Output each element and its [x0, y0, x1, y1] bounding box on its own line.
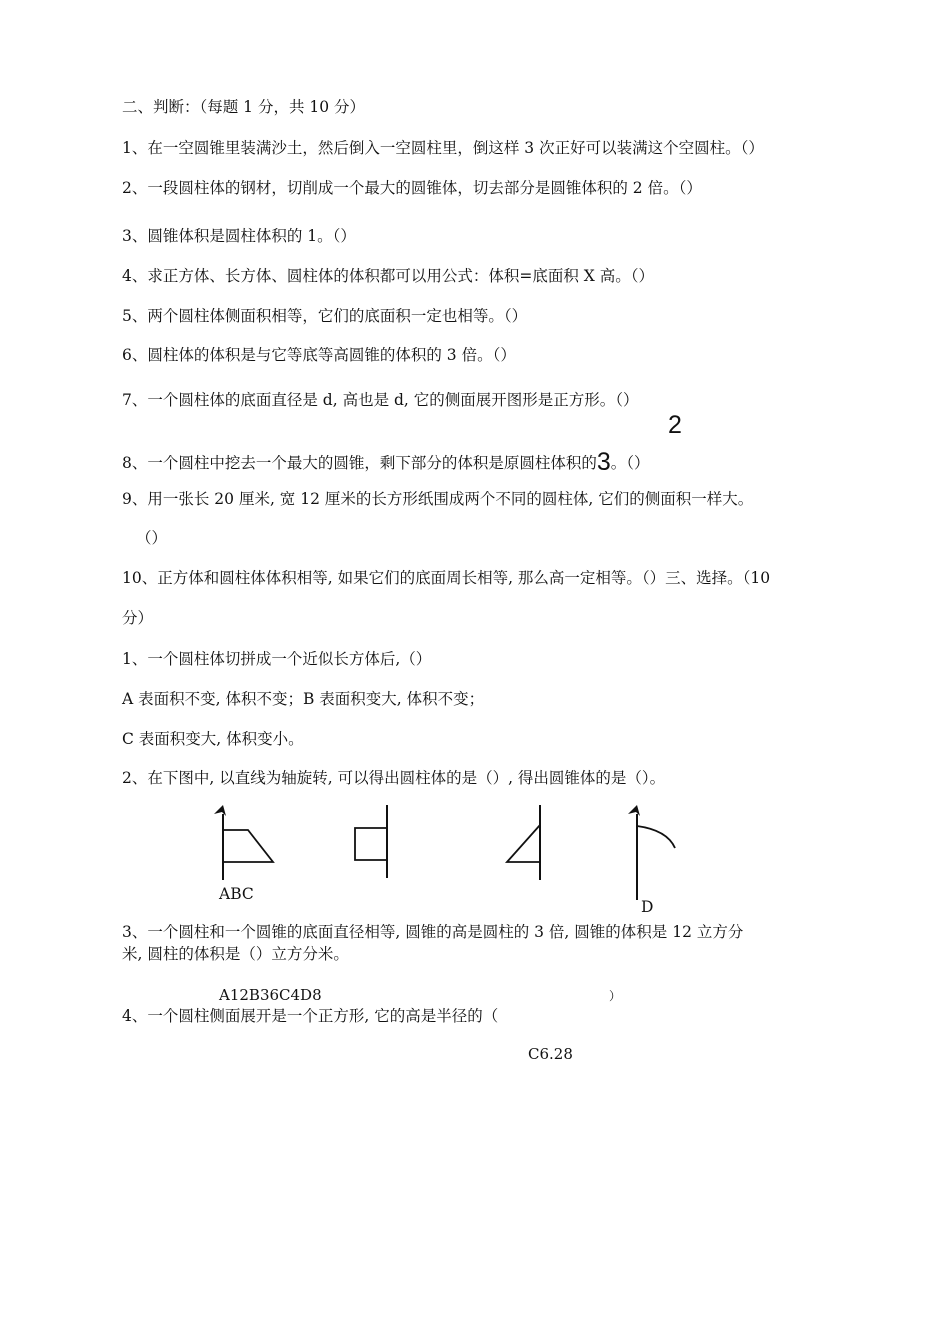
figure-b-rectangle	[355, 805, 387, 878]
judge-item-10: 10、正方体和圆柱体体积相等, 如果它们的底面周长相等, 那么高一定相等。（）三、选择。（10	[122, 569, 771, 587]
judge-item-4: 4、求正方体、长方体、圆柱体的体积都可以用公式：体积=底面积 X 高。（）	[122, 267, 654, 285]
judge-item-6: 6、圆柱体的体积是与它等底等高圆锥的体积的 3 倍。（）	[122, 346, 516, 364]
figure-a-trapezoid	[214, 805, 273, 880]
choice-q1: 1、一个圆柱体切拼成一个近似长方体后,（）	[122, 650, 432, 668]
fraction-numerator: 2	[668, 411, 682, 439]
fraction-denominator: 3	[596, 448, 611, 476]
judge-item-8-tail: 。（）	[610, 454, 650, 472]
judge-item-9: 9、用一张长 20 厘米, 宽 12 厘米的长方形纸围成两个不同的圆柱体, 它们的侧面积一样大。	[122, 490, 754, 508]
judge-item-9-paren: （）	[136, 529, 168, 547]
judge-item-10-cont: 分）	[122, 609, 154, 627]
judge-item-1: 1、在一空圆锥里装满沙土，然后倒入一空圆柱里，倒这样 3 次正好可以装满这个空圆柱。（）	[122, 139, 764, 157]
choice-q1-option-c: C 表面积变大, 体积变小。	[122, 730, 304, 748]
judge-item-2: 2、一段圆柱体的钢材，切削成一个最大的圆锥体，切去部分是圆锥体积的 2 倍。（）	[122, 179, 702, 197]
choice-q4-paren-close: ）	[609, 989, 622, 1003]
figure-labels-abc: ABC	[219, 885, 254, 903]
judge-item-8-text: 8、一个圆柱中挖去一个最大的圆锥，剩下部分的体积是原圆柱体积的	[122, 454, 597, 472]
judge-item-8	[122, 448, 650, 476]
choice-q3-options: A12B36C4D8	[219, 986, 322, 1004]
judge-item-7: 7、一个圆柱体的底面直径是 d, 高也是 d, 它的侧面展开图形是正方形。（）	[122, 391, 639, 409]
section-heading-judge: 二、判断：（每题 1 分，共 10 分）	[122, 98, 366, 116]
choice-q3-line1: 3、一个圆柱和一个圆锥的底面直径相等, 圆锥的高是圆柱的 3 倍, 圆锥的体积是 12 立方分	[122, 923, 744, 941]
figure-c-triangle	[507, 805, 540, 880]
judge-item-3: 3、圆锥体积是圆柱体积的 1。（）	[122, 227, 356, 245]
figure-label-d: D	[641, 898, 654, 916]
choice-q4-option-c: C6.28	[528, 1045, 573, 1063]
rotation-figures	[195, 800, 695, 916]
figure-d-arc	[628, 805, 675, 900]
choice-q1-options-ab: A 表面积不变, 体积不变；B 表面积变大, 体积不变；	[122, 690, 485, 708]
judge-item-5: 5、两个圆柱体侧面积相等，它们的底面积一定也相等。（）	[122, 307, 528, 325]
choice-q4: 4、一个圆柱侧面展开是一个正方形, 它的高是半径的（	[122, 1007, 499, 1025]
choice-q3-line2: 米, 圆柱的体积是（）立方分米。	[122, 945, 349, 963]
choice-q2: 2、在下图中, 以直线为轴旋转, 可以得出圆柱体的是（）, 得出圆锥体的是（）。	[122, 769, 666, 787]
